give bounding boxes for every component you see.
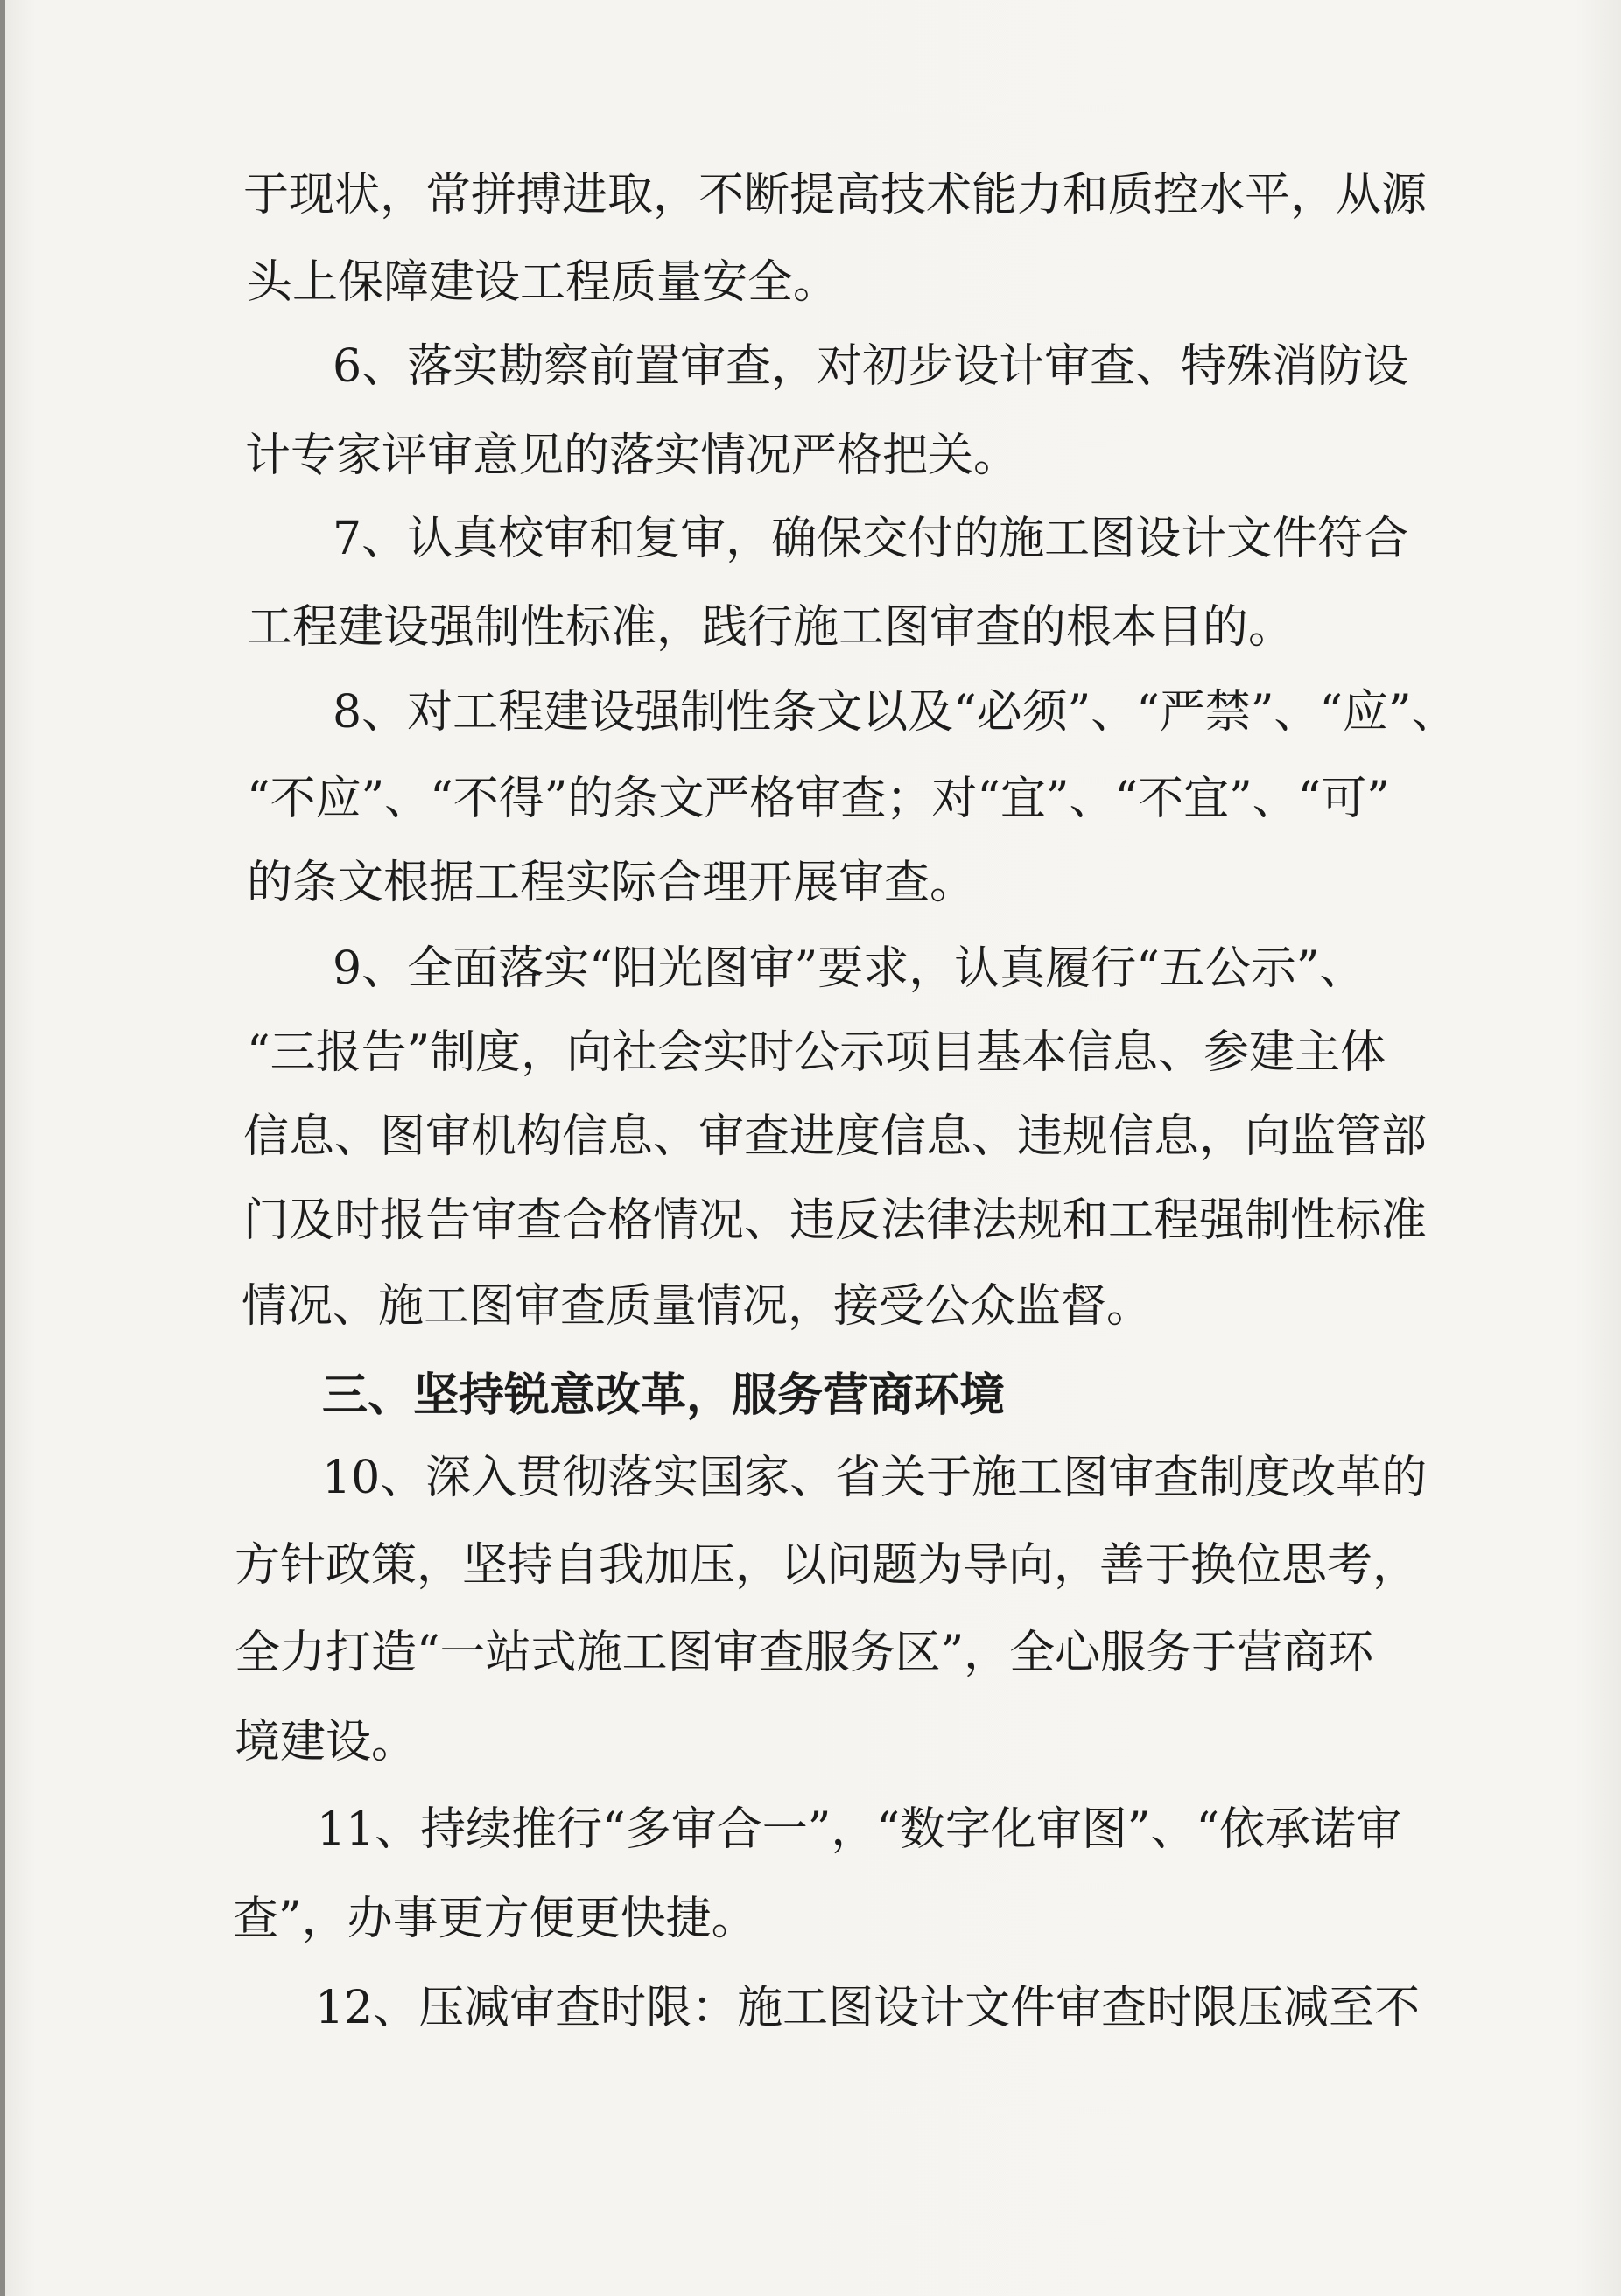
page-edge-shadow — [0, 0, 5, 2296]
text-line: 10、深入贯彻落实国家、省关于施工图审查制度改革的 — [322, 1452, 1428, 1504]
text-line: 8、对工程建设强制性条文以及“必须”、“严禁”、“应”、 — [333, 686, 1457, 738]
text-line: 查”，办事更方便更快捷。 — [233, 1893, 757, 1945]
text-line: 7、认真校审和复审，确保交付的施工图设计文件符合 — [333, 513, 1409, 565]
text-line: 情况、施工图审查质量情况，接受公众监督。 — [242, 1280, 1153, 1333]
text-line: “三报告”制度，向社会实时公示项目基本信息、参建主体 — [247, 1026, 1386, 1079]
text-line: 计专家评审意见的落实情况严格把关。 — [245, 430, 1020, 482]
text-line: 12、压减审查时限：施工图设计文件审查时限压减至不 — [315, 1982, 1421, 2034]
text-line: 于现状，常拼搏进取，不断提高技术能力和质控水平，从源 — [243, 169, 1428, 221]
text-line: 工程建设强制性标准，践行施工图审查的根本目的。 — [247, 601, 1295, 654]
text-line: 境建设。 — [235, 1716, 418, 1768]
text-line: 9、全面落实“阳光图审”要求，认真履行“五公示”、 — [333, 942, 1365, 995]
text-line: 的条文根据工程实际合理开展审查。 — [247, 857, 976, 909]
section-heading: 三、坚持锐意改革，服务营商环境 — [322, 1369, 1006, 1422]
text-line: 头上保障建设工程质量安全。 — [247, 256, 839, 309]
text-line: 11、持续推行“多审合一”，“数字化审图”、“依承诺审 — [317, 1803, 1402, 1856]
text-line: 方针政策，坚持自我加压，以问题为导向，善于换位思考， — [235, 1539, 1419, 1592]
text-line: 6、落实勘察前置审查，对初步设计审查、特殊消防设 — [333, 340, 1409, 393]
text-line: 信息、图审机构信息、审查进度信息、违规信息，向监管部 — [243, 1110, 1428, 1163]
text-line: “不应”、“不得”的条文严格审查；对“宜”、“不宜”、“可” — [247, 773, 1390, 825]
text-line: 门及时报告审查合格情况、违反法律法规和工程强制性标准 — [243, 1194, 1428, 1247]
text-line: 全力打造“一站式施工图审查服务区”，全心服务于营商环 — [235, 1627, 1374, 1679]
